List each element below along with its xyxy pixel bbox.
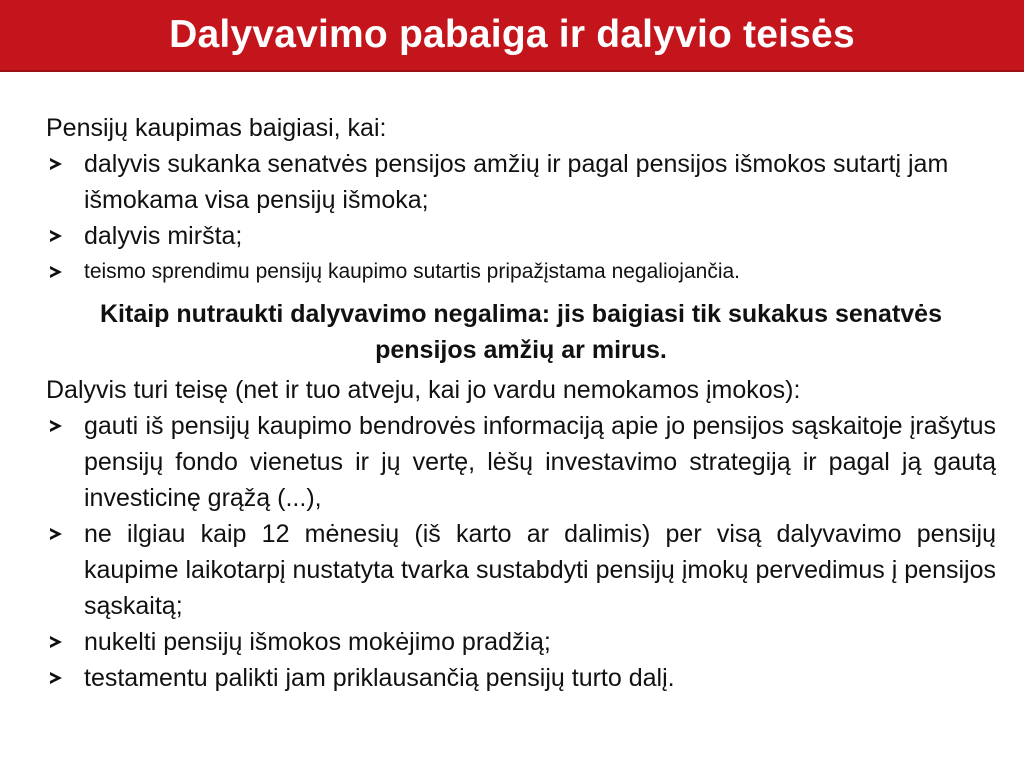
list-item-text: ne ilgiau kaip 12 mėnesių (iš karto ar dalimis) per visą dalyvavimo pensijų kaupime laikotarpį nustatyta tvarka sustabdyti pensijų įmokų pervedimus į pensijos sąskaitą;: [84, 520, 996, 620]
list-item: [46, 624, 996, 660]
slide-title: Dalyvavimo pabaiga ir dalyvio teisės: [169, 13, 855, 56]
list-item-text: teismo sprendimu pensijų kaupimo sutartis pripažįstama negaliojančia.: [84, 260, 740, 283]
rights-list: [46, 408, 996, 696]
arrow-bullet-icon: [50, 230, 62, 242]
slide-content: [46, 110, 996, 696]
list-item: [46, 146, 996, 218]
arrow-bullet-icon: [50, 672, 62, 684]
arrow-bullet-icon: [50, 158, 62, 170]
ending-intro: Pensijų kaupimas baigiasi, kai:: [46, 114, 387, 142]
list-item-text: dalyvis miršta;: [84, 222, 243, 250]
arrow-bullet-icon: [50, 636, 62, 648]
list-item: [46, 254, 996, 290]
list-item-text: nukelti pensijų išmokos mokėjimo pradžią;: [84, 628, 551, 656]
list-item-text: testamentu palikti jam priklausančią pensijų turto dalį.: [84, 664, 675, 692]
list-item: [46, 660, 996, 696]
arrow-bullet-icon: [50, 266, 62, 278]
ending-list: [46, 146, 996, 290]
rights-intro: Dalyvis turi teisę (net ir tuo atveju, kai jo vardu nemokamos įmokos):: [46, 376, 801, 404]
list-item: [46, 408, 996, 516]
arrow-bullet-icon: [50, 420, 62, 432]
list-item: [46, 218, 996, 254]
title-bar: [0, 0, 1024, 72]
list-item-text: dalyvis sukanka senatvės pensijos amžių ir pagal pensijos išmokos sutartį jam išmokama visa pensijų išmoka;: [84, 150, 949, 214]
arrow-bullet-icon: [50, 528, 62, 540]
list-item: [46, 516, 996, 624]
list-item-text: gauti iš pensijų kaupimo bendrovės informaciją apie jo pensijos sąskaitoje įrašytus pensijų fondo vienetus ir jų vertę, lėšų investavimo strategiją ir pagal ją gautą investicinę grąžą (...),: [84, 412, 996, 512]
highlight-statement: Kitaip nutraukti dalyvavimo negalima: jis baigiasi tik sukakus senatvės pensijos amžių ar mirus.: [100, 300, 942, 364]
